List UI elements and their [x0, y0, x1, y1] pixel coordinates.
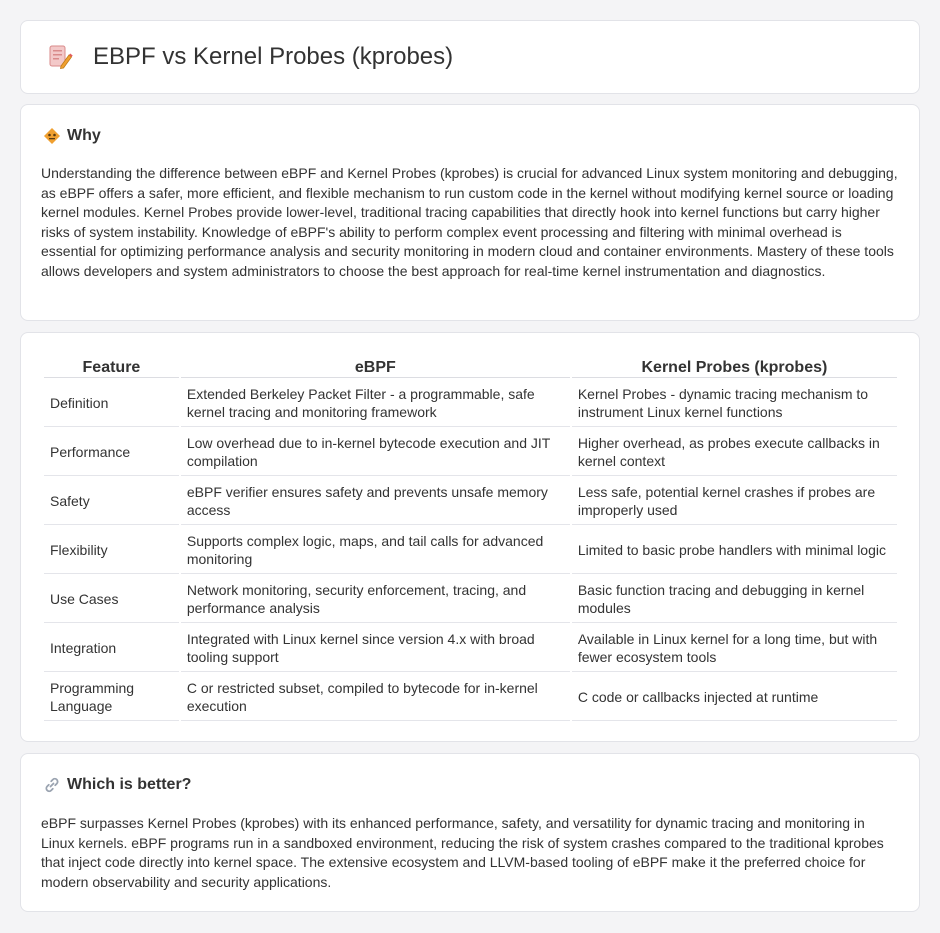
feature-cell: Performance	[44, 429, 179, 476]
comparison-table	[42, 350, 899, 723]
header-kprobes: Kernel Probes (kprobes)	[572, 352, 897, 378]
table-row	[44, 576, 897, 623]
kprobes-cell: Limited to basic probe handlers with minimal logic	[572, 527, 897, 574]
header-ebpf: eBPF	[181, 352, 570, 378]
verdict-card	[20, 753, 920, 912]
feature-cell: Programming Language	[44, 674, 179, 721]
table-row	[44, 380, 897, 427]
kprobes-cell: Higher overhead, as probes execute callbacks in kernel context	[572, 429, 897, 476]
diamond-warning-icon	[43, 127, 61, 145]
ebpf-cell: Supports complex logic, maps, and tail calls for advanced monitoring	[181, 527, 570, 574]
page-title: EBPF vs Kernel Probes (kprobes)	[93, 43, 454, 70]
table-header-row	[44, 352, 897, 378]
kprobes-cell: Less safe, potential kernel crashes if probes are improperly used	[572, 478, 897, 525]
why-heading: Why	[67, 127, 101, 144]
kprobes-cell: Available in Linux kernel for a long time, but with fewer ecosystem tools	[572, 625, 897, 672]
ebpf-cell: Extended Berkeley Packet Filter - a programmable, safe kernel tracing and monitoring framework	[181, 380, 570, 427]
table-row	[44, 625, 897, 672]
feature-cell: Use Cases	[44, 576, 179, 623]
table-row	[44, 429, 897, 476]
title-card	[20, 20, 920, 94]
link-icon	[43, 776, 61, 794]
why-card	[20, 104, 920, 321]
ebpf-cell: Low overhead due to in-kernel bytecode execution and JIT compilation	[181, 429, 570, 476]
ebpf-cell: Integrated with Linux kernel since version 4.x with broad tooling support	[181, 625, 570, 672]
better-heading-row	[43, 776, 191, 794]
table-row	[44, 478, 897, 525]
feature-cell: Definition	[44, 380, 179, 427]
header-feature: Feature	[44, 352, 179, 378]
ebpf-cell: eBPF verifier ensures safety and prevents unsafe memory access	[181, 478, 570, 525]
feature-cell: Flexibility	[44, 527, 179, 574]
feature-cell: Safety	[44, 478, 179, 525]
better-paragraph: eBPF surpasses Kernel Probes (kprobes) with its enhanced performance, safety, and versatility for dynamic tracing and monitoring in Linux kernels. eBPF programs run in a sandboxed environment, reducing the risk of system crashes compared to the traditional kprobes that inject code directly into kernel space. The extensive ecosystem and LLVM-based tooling of eBPF make it the preferred choice for modern observability and security applications.	[41, 815, 884, 890]
feature-cell: Integration	[44, 625, 179, 672]
kprobes-cell: Kernel Probes - dynamic tracing mechanism to instrument Linux kernel functions	[572, 380, 897, 427]
kprobes-cell: C code or callbacks injected at runtime	[572, 674, 897, 721]
document-pencil-icon	[47, 44, 73, 70]
table-row	[44, 527, 897, 574]
kprobes-cell: Basic function tracing and debugging in kernel modules	[572, 576, 897, 623]
why-heading-row	[43, 127, 101, 145]
comparison-card	[20, 332, 920, 742]
ebpf-cell: Network monitoring, security enforcement, tracing, and performance analysis	[181, 576, 570, 623]
better-heading: Which is better?	[67, 776, 192, 793]
ebpf-cell: C or restricted subset, compiled to bytecode for in-kernel execution	[181, 674, 570, 721]
table-row	[44, 674, 897, 721]
why-paragraph: Understanding the difference between eBPF and Kernel Probes (kprobes) is crucial for advanced Linux system monitoring and debugging, as eBPF offers a safer, more efficient, and flexible mechanism to run custom code in the kernel without modifying kernel source or loading kernel modules. Kernel Probes provide lower-level, traditional tracing capabilities that directly hook into kernel functions but carry higher risks of system instability. Knowledge of eBPF's ability to perform complex event processing and filtering with minimal overhead is essential for optimizing performance analysis and security monitoring in modern cloud and container environments. Mastery of these tools allows developers and system administrators to choose the best approach for real-time kernel instrumentation and diagnostics.	[41, 165, 898, 279]
